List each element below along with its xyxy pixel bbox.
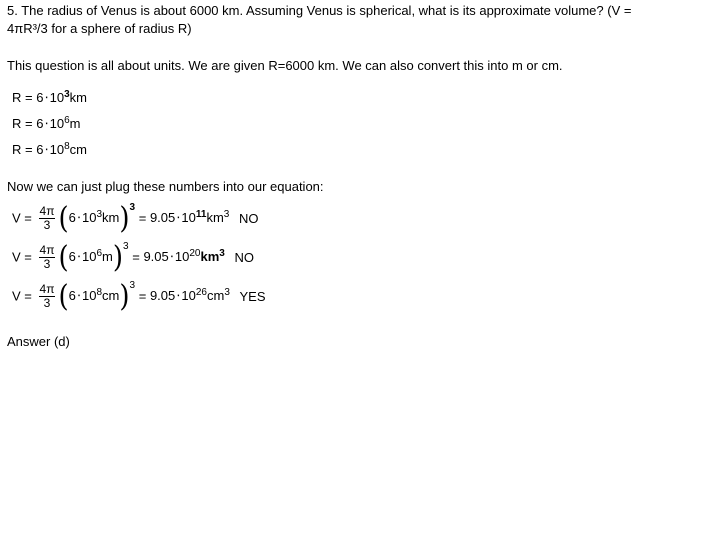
answer-text: Answer (d) (7, 334, 70, 349)
volume-equation-km: V = $\frac{4\pi}{3}$ $(6\cdot 10^3km)^3 = 9.05\cdot 10^{11}km^3$ NO (12, 201, 259, 236)
volume-equation-cm: V = $\frac{4\pi}{3}$ $(6\cdot 10^8cm)^3 = 9.05\cdot 10^{26}cm^3$ YES (12, 279, 266, 314)
plug-intro: Now we can just plug these numbers into our equation: (7, 179, 324, 194)
question-line-2: 4πR³/3 for a sphere of radius R) (7, 21, 192, 36)
fraction-four-pi-over-three: $\frac{4\pi}{3}$ (39, 243, 55, 271)
units-intro: This question is all about units. We are given R=6000 km. We can also convert this into m or cm. (7, 58, 563, 73)
radius-equation-km: $R = 6\cdot 10^3km$ (12, 89, 87, 105)
radius-equation-m: $R = 6\cdot 10^6m$ (12, 115, 81, 131)
verdict-label: NO (234, 249, 254, 265)
verdict-label: NO (238, 210, 259, 226)
volume-equation-m: V = $\frac{4\pi}{3}$ $(6\cdot 10^6m)^3 = 9.05\cdot 10^{20}km^3$ NO (12, 240, 254, 275)
fraction-four-pi-over-three: $\frac{4\pi}{3}$ (39, 282, 55, 310)
radius-equation-cm: $R = 6\cdot 10^8cm$ (12, 141, 87, 157)
fraction-four-pi-over-three: $\frac{4\pi}{3}$ (39, 204, 55, 232)
verdict-label: YES (239, 288, 266, 304)
question-line-1: 5. The radius of Venus is about 6000 km. Assuming Venus is spherical, what is its approximate volume? (V = (7, 3, 632, 18)
